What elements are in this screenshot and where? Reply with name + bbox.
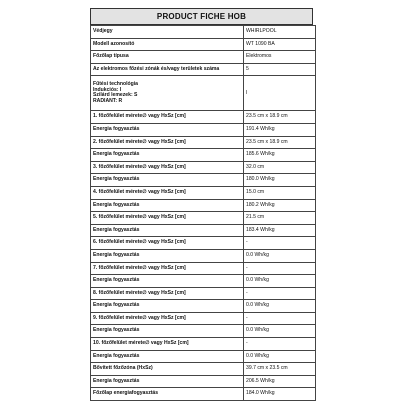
row-label: Energia fogyasztás xyxy=(91,224,244,237)
row-label: Energia fogyasztás xyxy=(91,249,244,262)
row-value: 5 xyxy=(244,63,316,76)
table-row xyxy=(91,26,316,39)
row-value: 0.0 Wh/kg xyxy=(244,300,316,313)
row-label: 2. főzőfelület mérete∅ vagy HxSz [cm] xyxy=(91,136,244,149)
row-label: Modell azonosító xyxy=(91,38,244,51)
row-value: 23.5 cm x 18.9 cm xyxy=(244,111,316,124)
row-value: 21.5 cm xyxy=(244,212,316,225)
row-label: Az elektromos főzési zónák és/vagy területek száma xyxy=(91,63,244,76)
table-row xyxy=(91,186,316,199)
row-value: 0.0 Wh/kg xyxy=(244,275,316,288)
table-row xyxy=(91,249,316,262)
row-label: 6. főzőfelület mérete∅ vagy HxSz [cm] xyxy=(91,237,244,250)
row-label-line: Szilárd lemezek: S xyxy=(93,92,138,99)
table-row xyxy=(91,199,316,212)
row-value: 39.7 cm x 23.5 cm xyxy=(244,363,316,376)
table-row xyxy=(91,275,316,288)
row-value: I xyxy=(244,76,316,111)
fiche-table-body xyxy=(91,26,316,401)
table-row xyxy=(91,212,316,225)
table-row xyxy=(91,111,316,124)
row-label: 1. főzőfelület mérete∅ vagy HxSz [cm] xyxy=(91,111,244,124)
row-label: Főzőlap típusa xyxy=(91,51,244,64)
row-value: - xyxy=(244,338,316,351)
row-label: Energia fogyasztás xyxy=(91,123,244,136)
table-row xyxy=(91,161,316,174)
row-value: 15.0 cm xyxy=(244,186,316,199)
row-value: 23.5 cm x 18.9 cm xyxy=(244,136,316,149)
fiche-table xyxy=(90,25,316,401)
table-row xyxy=(91,350,316,363)
table-row xyxy=(91,338,316,351)
row-value: - xyxy=(244,237,316,250)
row-value: WT 1090 BA xyxy=(244,38,316,51)
row-value: 191.4 Wh/kg xyxy=(244,123,316,136)
row-value: - xyxy=(244,312,316,325)
table-row xyxy=(91,174,316,187)
table-row xyxy=(91,287,316,300)
table-row xyxy=(91,63,316,76)
row-label-line: Indukciós: I xyxy=(93,86,122,93)
table-row xyxy=(91,38,316,51)
row-value: 32.0 cm xyxy=(244,161,316,174)
row-value: 185.6 Wh/kg xyxy=(244,149,316,162)
row-value: - xyxy=(244,287,316,300)
row-label: Védjegy xyxy=(91,26,244,39)
table-row xyxy=(91,136,316,149)
row-label-line: Fűtési technológia xyxy=(93,81,138,88)
row-value: WHIRLPOOL xyxy=(244,26,316,39)
table-row xyxy=(91,312,316,325)
row-label: Energia fogyasztás xyxy=(91,199,244,212)
table-row xyxy=(91,51,316,64)
row-label xyxy=(91,76,244,111)
row-label: Energia fogyasztás xyxy=(91,275,244,288)
row-value: 0.0 Wh/kg xyxy=(244,350,316,363)
table-row xyxy=(91,123,316,136)
product-fiche-sheet xyxy=(90,8,313,401)
row-label: Bővített főzőzóna (HxSz) xyxy=(91,363,244,376)
row-label-line: RADIANT: R xyxy=(93,97,123,104)
row-label: Energia fogyasztás xyxy=(91,300,244,313)
table-row xyxy=(91,76,316,111)
row-label: 7. főzőfelület mérete∅ vagy HxSz [cm] xyxy=(91,262,244,275)
row-label: 8. főzőfelület mérete∅ vagy HxSz [cm] xyxy=(91,287,244,300)
row-label: 4. főzőfelület mérete∅ vagy HxSz [cm] xyxy=(91,186,244,199)
table-row xyxy=(91,388,316,401)
row-label: 10. főzőfelület mérete∅ vagy HxSz [cm] xyxy=(91,338,244,351)
row-label: 5. főzőfelület mérete∅ vagy HxSz [cm] xyxy=(91,212,244,225)
row-value: 0.0 Wh/kg xyxy=(244,249,316,262)
row-label: Energia fogyasztás xyxy=(91,149,244,162)
row-label: Energia fogyasztás xyxy=(91,174,244,187)
row-label: 3. főzőfelület mérete∅ vagy HxSz [cm] xyxy=(91,161,244,174)
row-label: Energia fogyasztás xyxy=(91,325,244,338)
row-value: - xyxy=(244,262,316,275)
table-row xyxy=(91,300,316,313)
table-row xyxy=(91,149,316,162)
row-label: Energia fogyasztás xyxy=(91,350,244,363)
row-value: Elektromos xyxy=(244,51,316,64)
table-row xyxy=(91,224,316,237)
row-label: 9. főzőfelület mérete∅ vagy HxSz [cm] xyxy=(91,312,244,325)
row-value: 180.0 Wh/kg xyxy=(244,174,316,187)
row-value: 206.5 Wh/kg xyxy=(244,375,316,388)
table-row xyxy=(91,363,316,376)
fiche-title: PRODUCT FICHE HOB xyxy=(90,8,313,25)
table-row xyxy=(91,325,316,338)
table-row xyxy=(91,237,316,250)
row-value: 0.0 Wh/kg xyxy=(244,325,316,338)
row-value: 183.4 Wh/kg xyxy=(244,224,316,237)
row-label: Energia fogyasztás xyxy=(91,375,244,388)
row-value: 180.2 Wh/kg xyxy=(244,199,316,212)
table-row xyxy=(91,262,316,275)
row-value: 184.0 Wh/kg xyxy=(244,388,316,401)
row-label: Főzőlap energiafogyasztás xyxy=(91,388,244,401)
table-row xyxy=(91,375,316,388)
